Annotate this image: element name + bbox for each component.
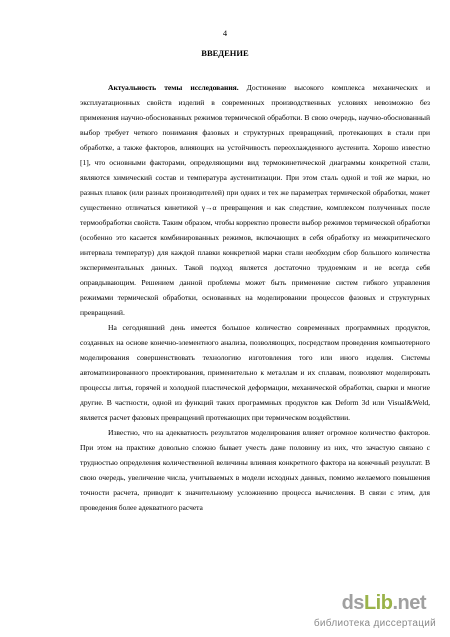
- watermark-logo: [342, 592, 426, 615]
- paragraph-text: Достижение высокого комплекса механических и эксплуатационных свойств изделий в современных производственных условиях невозможно без применения научно-обоснованных режимов термической обработки. В свою очередь, научно-обоснованный выбор требует четкого понимания фазовых и структурных превращений, протекающих в стали при обработке, а также факторов, влияющих на устойчивость переохлажденного аустенита. Хорошо известно [1], что основными факторами, определяющими вид термокинетической диаграммы конкретной стали, являются химический состав и температура аустенитизации. При этом сталь одной и той же марки, но разных плавок (или разных производителей) при одних и тех же параметрах термической обработки, может существенно отличаться кинетикой γ→α превращения и как следствие, комплексом полученных после термообработки свойств. Таким образом, чтобы корректно провести выбор режимов термической обработки (особенно это касается комбинированных режимов, включающих в себя обработку из межкритического интервала температур) для каждой плавки конкретной марки стали необходим сбор большого количества экспериментальных данных. Такой подход является достаточно трудоемким и не всегда себя оправдывающим. Решением данной проблемы может быть применение систем гибкого управления режимами термической обработки, основанных на моделировании процессов фазовых и структурных превращений.: [80, 83, 430, 317]
- document-body: [80, 80, 430, 515]
- page-number: 4: [222, 28, 228, 38]
- watermark-caption: библиотека диссертаций: [313, 618, 436, 629]
- paragraph-2: [80, 320, 430, 425]
- paragraph-3: [80, 425, 430, 515]
- logo-suffix: .net: [392, 592, 426, 614]
- section-heading: ВВЕДЕНИЕ: [201, 48, 249, 58]
- logo-prefix: ds: [341, 592, 364, 614]
- paragraph-text: На сегодняшний день имеется большое количество современных программных продуктов, созданных на основе конечно-элементного анализа, позволяющих, посредством проведения компьютерного моделирования совершенствовать технологию изготовления того или иного изделия. Системы автоматизированного проектирования, применительно к металлам и их сплавам, позволяют моделировать процессы литья, горячей и холодной пластической деформации, механической обработки, сварки и многие другие. В частности, одной из функций таких программных продуктов как Deform 3d или Visual&Weld, является расчет фазовых превращений протекающих при термическом воздействии.: [80, 323, 430, 422]
- logo-lib: Lib: [363, 592, 393, 614]
- paragraph-1: [80, 80, 430, 320]
- paragraph-text: Известно, что на адекватность результатов моделирования влияет огромное количество факторов. При этом на практике довольно сложно бывает учесть даже половину из них, что зачастую связано с трудностью определения количественной величины влияния конкретного фактора на конечный результат. В свою очередь, увеличение числа, учитываемых в модели исходных данных, помимо желаемого повышения точности расчета, приводит к значительному усложнению процесса вычисления. В связи с этим, для проведения более адекватного расчета: [80, 428, 430, 512]
- paragraph-lead: Актуальность темы исследования.: [108, 83, 239, 92]
